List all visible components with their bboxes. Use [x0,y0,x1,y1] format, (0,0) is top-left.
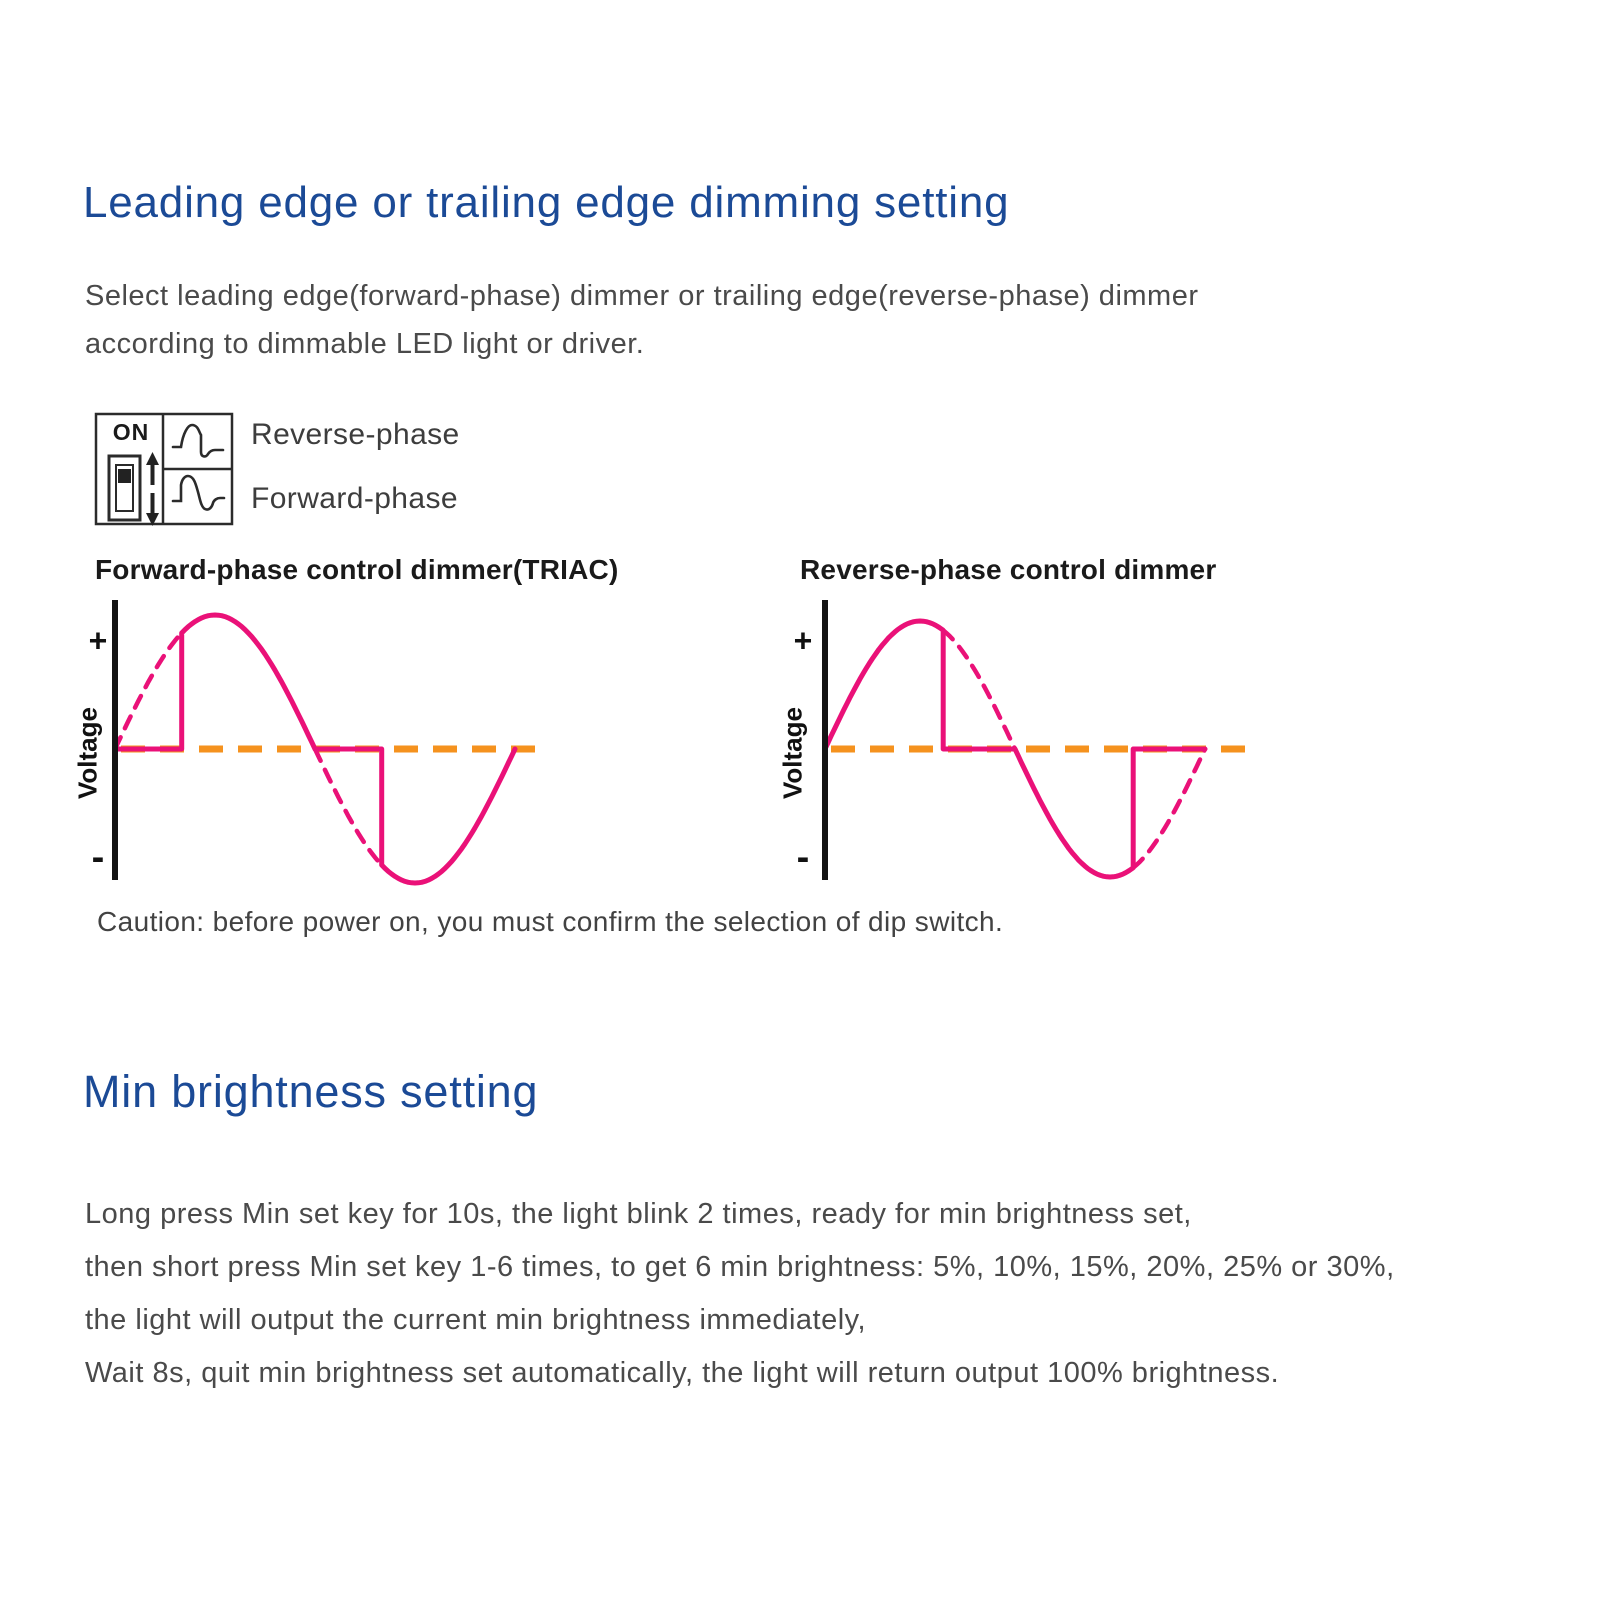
reverse-phase-waveform-icon [173,425,223,456]
y-axis-plus-label: + [88,622,108,659]
switch-up-arrow-icon [146,452,159,485]
forward-phase-option-label: Forward-phase [251,482,458,515]
paragraph-line: the light will output the current min brightness immediately, [85,1304,867,1336]
paragraph-line: Select leading edge(forward-phase) dimmer or trailing edge(reverse-phase) dimmer [85,280,1199,312]
min-brightness-paragraph [85,1188,1395,1400]
paragraph-line: according to dimmable LED light or driver. [85,328,645,360]
reverse-phase-option-label: Reverse-phase [251,418,460,451]
caution-text: Caution: before power on, you must confirm the selection of dip switch. [97,906,1004,937]
y-axis-minus-label: - [796,836,810,879]
paragraph-line: Wait 8s, quit min brightness set automatically, the light will return output 100% brightness. [85,1357,1280,1389]
reverse-phase-chart-title: Reverse-phase control dimmer [800,554,1217,585]
y-axis-voltage-label: Voltage [72,707,103,799]
y-axis-voltage-label: Voltage [777,707,808,799]
dip-switch-knob-cap [118,469,131,483]
dip-switch-figure [93,403,653,533]
dimming-intro-paragraph [85,272,1198,368]
forward-phase-waveform-icon [173,476,224,510]
forward-phase-waveform-chart [70,592,630,892]
y-axis-minus-label: - [91,836,105,879]
section-title-min-brightness: Min brightness setting [83,1066,539,1117]
on-label: ON [112,419,150,445]
reverse-phase-waveform-chart [760,592,1320,892]
y-axis-plus-label: + [793,622,813,659]
switch-down-arrow-icon [146,493,159,526]
section-title-dimming-setting: Leading edge or trailing edge dimming setting [83,178,1010,227]
forward-phase-chart-title: Forward-phase control dimmer(TRIAC) [95,554,619,585]
paragraph-line: then short press Min set key 1-6 times, to get 6 min brightness: 5%, 10%, 15%, 20%, 25% or 30%, [85,1251,1395,1283]
paragraph-line: Long press Min set key for 10s, the light blink 2 times, ready for min brightness set, [85,1198,1192,1230]
